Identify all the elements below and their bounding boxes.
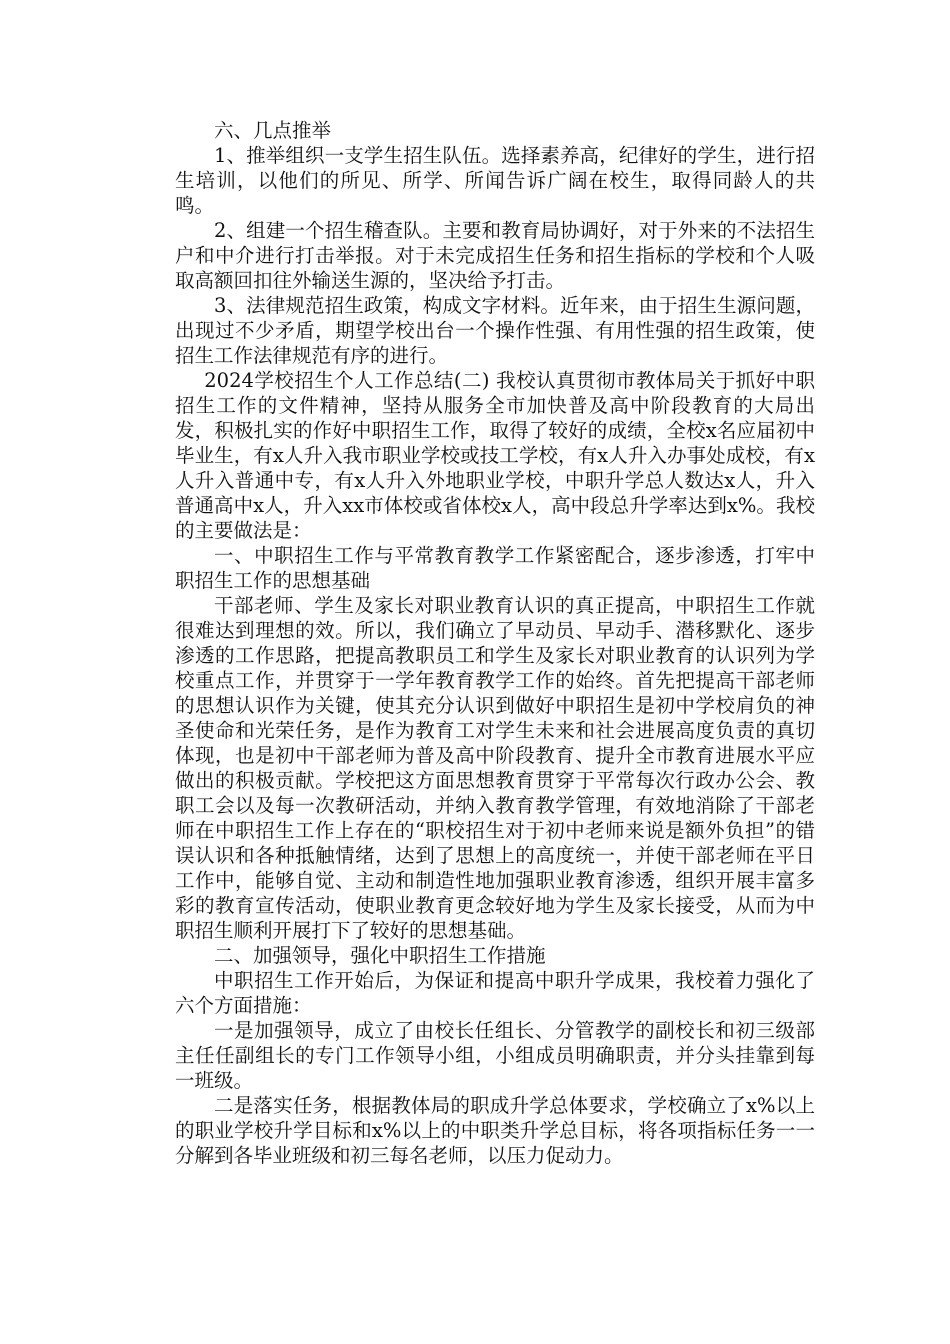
- paragraph-section-one-body: 干部老师、学生及家长对职业教育认识的真正提高，中职招生工作就很难达到理想的效。所以，我们确立了早动员、早动手、潜移默化、逐步渗透的工作思路，把提高教职员工和学生及家长对职业教育的认识列为学校重点工作，并贯穿于一学年教育教学工作的始终。首先把提高干部老师的思想认识作为关键，使其充分认识到做好中职招生是初中学校肩负的神圣使命和光荣任务，是作为教育工对学生未来和社会进展高度负责的真切体现，也是初中干部老师为普及高中阶段教育、提升全市教育进展水平应做出的积极贡献。学校把这方面思想教育贯穿于平常每次行政办公会、教职工会以及每一次教研活动，并纳入教育教学管理，有效地消除了干部老师在中职招生工作上存在的“职校招生对于初中老师来说是额外负担”的错误认识和各种抵触情绪，达到了思想上的高度统一，并使干部老师在平日工作中，能够自觉、主动和制造性地加强职业教育渗透，组织开展丰富多彩的教育宣传活动，使职业教育更念较好地为学生及家长接受，从而为中职招生顺利开展打下了较好的思想基础。: [175, 594, 815, 942]
- section-heading-six: 六、几点推举: [214, 119, 332, 142]
- paragraph-section-two-intro: 中职招生工作开始后，为保证和提高中职升学成果，我校着力强化了六个方面措施：: [175, 969, 815, 1017]
- paragraph-summary-intro: 2024学校招生个人工作总结(二) 我校认真贯彻市教体局关于抓好中职招生工作的文件精神，坚持从服务全市加快普及高中阶段教育的大局出发，积极扎实的作好中职招生工作，取得了较好的成绩，全校x名应届初中毕业生，有x人升入我市职业学校或技工学校，有x人升入办事处成校，有x人升入普通中专，有x人升入外地职业学校，中职升学总人数达x人，升入普通高中x人，升入xx市体校或省体校x人，高中段总升学率达到x%。我校的主要做法是：: [175, 369, 815, 542]
- paragraph-recommend-3: 3、法律规范招生政策，构成文字材料。近年来，由于招生生源问题，出现过不少矛盾，期望学校出台一个操作性强、有用性强的招生政策，使招生工作法律规范有序的进行。: [175, 294, 815, 367]
- paragraph-recommend-2: 2、组建一个招生稽查队。主要和教育局协调好，对于外来的不法招生户和中介进行打击举报。对于未完成招生任务和招生指标的学校和个人吸取高额回扣往外输送生源的，坚决给予打击。: [175, 219, 815, 292]
- paragraph-recommend-1: 1、推举组织一支学生招生队伍。选择素养高，纪律好的学生，进行招生培训，以他们的所见、所学、所闻告诉广阔在校生，取得同龄人的共鸣。: [175, 144, 815, 217]
- paragraph-measure-one: 一是加强领导，成立了由校长任组长、分管教学的副校长和初三级部主任任副组长的专门工作领导小组，小组成员明确职责，并分头挂靠到每一班级。: [175, 1019, 815, 1092]
- document-page: [175, 118, 815, 1168]
- section-heading-two: 二、加强领导，强化中职招生工作措施: [214, 944, 546, 967]
- section-heading-one: 一、中职招生工作与平常教育教学工作紧密配合，逐步渗透，打牢中职招生工作的思想基础: [175, 544, 815, 592]
- paragraph-measure-two: 二是落实任务，根据教体局的职成升学总体要求，学校确立了x%以上的职业学校升学目标和x%以上的中职类升学总目标，将各项指标任务一一分解到各毕业班级和初三每名老师，以压力促动力。: [175, 1094, 815, 1167]
